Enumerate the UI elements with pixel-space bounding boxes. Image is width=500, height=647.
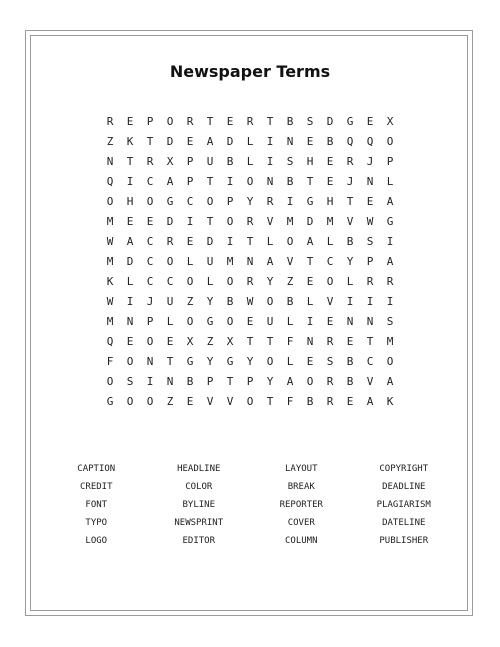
grid-letter: E: [166, 335, 174, 348]
grid-letter: M: [106, 315, 114, 328]
word-list-item: COLUMN: [284, 536, 318, 546]
word-list-item: COPYRIGHT: [379, 464, 429, 474]
grid-letter: O: [206, 195, 214, 208]
grid-letter: A: [386, 255, 394, 268]
grid-letter: L: [286, 315, 294, 328]
grid-letter: I: [226, 175, 234, 188]
grid-letter: R: [166, 235, 174, 248]
grid-letter: S: [326, 355, 334, 368]
grid-letter: H: [326, 195, 334, 208]
grid-row: [100, 352, 400, 372]
grid-letter: Z: [186, 295, 194, 308]
grid-letter: E: [366, 115, 374, 128]
grid-row: [100, 332, 400, 352]
word-list: [45, 460, 455, 550]
grid-letter: B: [226, 295, 234, 308]
grid-letter: G: [106, 395, 114, 408]
grid-letter: R: [246, 275, 254, 288]
grid-letter: E: [326, 175, 334, 188]
grid-letter: C: [146, 275, 154, 288]
grid-letter: S: [286, 155, 294, 168]
grid-letter: T: [246, 235, 254, 248]
grid-letter: Z: [206, 335, 214, 348]
grid-letter: N: [286, 135, 294, 148]
word-list-item: HEADLINE: [177, 464, 221, 474]
grid-letter: G: [226, 355, 234, 368]
grid-letter: E: [346, 335, 354, 348]
grid-letter: W: [366, 215, 374, 228]
grid-row: [100, 312, 400, 332]
grid-letter: T: [126, 155, 134, 168]
grid-letter: Q: [106, 175, 114, 188]
grid-letter: D: [126, 255, 134, 268]
word-search-grid: [100, 112, 400, 412]
grid-letter: I: [266, 135, 274, 148]
grid-letter: P: [186, 155, 194, 168]
grid-letter: N: [166, 375, 174, 388]
grid-letter: O: [226, 215, 234, 228]
grid-letter: R: [326, 375, 334, 388]
grid-letter: W: [106, 295, 114, 308]
grid-letter: V: [226, 395, 234, 408]
grid-letter: O: [246, 395, 254, 408]
grid-letter: M: [286, 215, 294, 228]
grid-letter: I: [146, 375, 154, 388]
grid-letter: X: [386, 115, 394, 128]
grid-letter: T: [146, 135, 154, 148]
grid-letter: B: [186, 375, 194, 388]
grid-letter: H: [126, 195, 134, 208]
grid-letter: T: [166, 355, 174, 368]
grid-letter: L: [186, 255, 194, 268]
grid-letter: M: [106, 215, 114, 228]
grid-letter: O: [246, 175, 254, 188]
grid-letter: E: [146, 215, 154, 228]
grid-letter: S: [386, 315, 394, 328]
grid-letter: Y: [266, 275, 274, 288]
grid-letter: E: [326, 155, 334, 168]
grid-letter: X: [166, 155, 174, 168]
word-list-item: LOGO: [85, 536, 108, 546]
grid-row: [100, 252, 400, 272]
grid-letter: R: [106, 115, 114, 128]
grid-letter: F: [286, 395, 294, 408]
grid-letter: C: [146, 255, 154, 268]
grid-letter: O: [286, 235, 294, 248]
grid-letter: Z: [106, 135, 114, 148]
grid-letter: P: [366, 255, 374, 268]
grid-letter: D: [166, 135, 174, 148]
grid-letter: Q: [346, 135, 354, 148]
grid-letter: L: [246, 135, 254, 148]
grid-letter: W: [246, 295, 254, 308]
grid-letter: O: [146, 395, 154, 408]
word-list-item: BYLINE: [182, 500, 215, 510]
grid-letter: N: [246, 255, 254, 268]
grid-letter: E: [306, 275, 314, 288]
page-title: Newspaper Terms: [169, 62, 331, 81]
grid-letter: O: [166, 115, 174, 128]
grid-letter: O: [326, 275, 334, 288]
grid-letter: S: [126, 375, 134, 388]
grid-letter: E: [126, 215, 134, 228]
grid-letter: N: [146, 355, 154, 368]
grid-letter: G: [346, 115, 354, 128]
grid-letter: L: [206, 275, 214, 288]
grid-letter: J: [346, 175, 354, 188]
grid-letter: Q: [366, 135, 374, 148]
grid-letter: Z: [166, 395, 174, 408]
grid-letter: B: [226, 155, 234, 168]
grid-letter: U: [206, 155, 214, 168]
grid-letter: P: [226, 195, 234, 208]
grid-letter: L: [126, 275, 134, 288]
grid-letter: P: [146, 115, 154, 128]
grid-letter: P: [186, 175, 194, 188]
grid-letter: I: [266, 155, 274, 168]
grid-letter: U: [266, 315, 274, 328]
grid-letter: I: [346, 295, 354, 308]
grid-letter: I: [306, 315, 314, 328]
grid-letter: V: [346, 215, 354, 228]
grid-letter: S: [306, 115, 314, 128]
grid-letter: P: [146, 315, 154, 328]
grid-letter: V: [326, 295, 334, 308]
grid-letter: G: [166, 195, 174, 208]
grid-letter: T: [266, 115, 274, 128]
grid-letter: E: [346, 395, 354, 408]
grid-row: [100, 292, 400, 312]
word-list-item: BREAK: [287, 482, 315, 492]
grid-letter: Z: [286, 275, 294, 288]
word-list-item: DEADLINE: [382, 482, 426, 492]
grid-letter: B: [286, 175, 294, 188]
grid-row: [100, 372, 400, 392]
grid-letter: Y: [206, 355, 214, 368]
grid-letter: C: [146, 175, 154, 188]
grid-letter: B: [286, 115, 294, 128]
grid-letter: M: [326, 215, 334, 228]
grid-letter: N: [266, 175, 274, 188]
grid-letter: N: [366, 315, 374, 328]
grid-letter: R: [326, 335, 334, 348]
grid-letter: B: [306, 395, 314, 408]
grid-letter: A: [206, 135, 214, 148]
grid-row: [100, 232, 400, 252]
grid-letter: R: [346, 155, 354, 168]
grid-letter: N: [366, 175, 374, 188]
grid-letter: Y: [206, 295, 214, 308]
grid-letter: M: [386, 335, 394, 348]
grid-letter: L: [286, 355, 294, 368]
grid-letter: B: [346, 375, 354, 388]
grid-letter: R: [186, 115, 194, 128]
grid-letter: O: [146, 335, 154, 348]
grid-letter: A: [166, 175, 174, 188]
grid-letter: O: [266, 355, 274, 368]
grid-letter: E: [126, 335, 134, 348]
grid-letter: Y: [246, 355, 254, 368]
grid-letter: A: [126, 235, 134, 248]
grid-letter: C: [146, 235, 154, 248]
grid-row: [100, 152, 400, 172]
grid-row: [100, 212, 400, 232]
grid-letter: U: [166, 295, 174, 308]
grid-letter: G: [206, 315, 214, 328]
grid-letter: L: [166, 315, 174, 328]
grid-letter: R: [146, 155, 154, 168]
grid-letter: T: [206, 175, 214, 188]
grid-letter: E: [326, 315, 334, 328]
grid-letter: L: [386, 175, 394, 188]
grid-letter: B: [326, 135, 334, 148]
grid-letter: R: [246, 215, 254, 228]
word-list-item: REPORTER: [279, 500, 323, 510]
grid-letter: E: [366, 195, 374, 208]
grid-letter: C: [326, 255, 334, 268]
grid-row: [100, 112, 400, 132]
word-list-item: COLOR: [185, 482, 213, 492]
grid-letter: Y: [266, 375, 274, 388]
grid-letter: T: [366, 335, 374, 348]
grid-letter: A: [306, 235, 314, 248]
word-list-item: DATELINE: [382, 518, 426, 528]
grid-letter: L: [266, 235, 274, 248]
grid-letter: M: [106, 255, 114, 268]
word-list-item: CAPTION: [77, 464, 116, 474]
grid-letter: T: [206, 215, 214, 228]
grid-letter: O: [226, 275, 234, 288]
grid-letter: K: [106, 275, 114, 288]
grid-letter: N: [106, 155, 114, 168]
grid-letter: O: [266, 295, 274, 308]
grid-letter: F: [106, 355, 114, 368]
grid-letter: U: [206, 255, 214, 268]
grid-letter: R: [386, 275, 394, 288]
grid-letter: I: [366, 295, 374, 308]
grid-letter: V: [286, 255, 294, 268]
grid-letter: D: [226, 135, 234, 148]
word-list-item: COVER: [287, 518, 315, 528]
grid-letter: P: [386, 155, 394, 168]
word-list-item: LAYOUT: [284, 464, 318, 474]
grid-letter: C: [166, 275, 174, 288]
grid-letter: R: [246, 115, 254, 128]
grid-letter: T: [266, 395, 274, 408]
grid-letter: T: [206, 115, 214, 128]
grid-row: [100, 172, 400, 192]
grid-row: [100, 392, 400, 412]
grid-letter: N: [346, 315, 354, 328]
grid-letter: D: [306, 215, 314, 228]
grid-letter: A: [386, 375, 394, 388]
grid-letter: G: [186, 355, 194, 368]
grid-letter: D: [206, 235, 214, 248]
grid-letter: C: [366, 355, 374, 368]
grid-letter: A: [266, 255, 274, 268]
grid-letter: O: [166, 255, 174, 268]
grid-letter: L: [326, 235, 334, 248]
grid-letter: M: [226, 255, 234, 268]
grid-letter: A: [286, 375, 294, 388]
grid-letter: B: [286, 295, 294, 308]
grid-letter: T: [306, 255, 314, 268]
grid-letter: O: [386, 135, 394, 148]
grid-letter: T: [246, 335, 254, 348]
grid-letter: O: [106, 195, 114, 208]
grid-letter: Q: [106, 335, 114, 348]
word-list-item: EDITOR: [182, 536, 215, 546]
grid-letter: E: [306, 355, 314, 368]
grid-letter: N: [126, 315, 134, 328]
grid-letter: L: [246, 155, 254, 168]
grid-letter: R: [326, 395, 334, 408]
grid-letter: A: [386, 195, 394, 208]
grid-letter: E: [226, 115, 234, 128]
grid-letter: O: [126, 395, 134, 408]
word-list-item: PLAGIARISM: [376, 500, 431, 510]
word-list-item: CREDIT: [79, 482, 113, 492]
word-list-item: FONT: [85, 500, 108, 510]
grid-letter: I: [386, 295, 394, 308]
grid-letter: T: [306, 175, 314, 188]
grid-letter: D: [326, 115, 334, 128]
grid-letter: C: [186, 195, 194, 208]
grid-letter: O: [386, 355, 394, 368]
grid-row: [100, 272, 400, 292]
grid-letter: G: [386, 215, 394, 228]
word-list-item: NEWSPRINT: [174, 518, 224, 528]
grid-letter: V: [366, 375, 374, 388]
grid-letter: P: [206, 375, 214, 388]
grid-letter: H: [306, 155, 314, 168]
grid-letter: I: [186, 215, 194, 228]
grid-letter: I: [226, 235, 234, 248]
grid-letter: L: [346, 275, 354, 288]
grid-letter: O: [126, 355, 134, 368]
grid-letter: F: [286, 335, 294, 348]
grid-letter: E: [186, 135, 194, 148]
grid-letter: B: [346, 235, 354, 248]
grid-letter: X: [226, 335, 234, 348]
grid-letter: E: [246, 315, 254, 328]
word-list-item: TYPO: [85, 518, 108, 528]
grid-letter: K: [386, 395, 394, 408]
grid-letter: I: [126, 175, 134, 188]
grid-letter: P: [246, 375, 254, 388]
grid-letter: K: [126, 135, 134, 148]
grid-letter: R: [266, 195, 274, 208]
grid-letter: O: [186, 315, 194, 328]
grid-letter: E: [306, 135, 314, 148]
grid-letter: T: [266, 335, 274, 348]
grid-letter: J: [366, 155, 374, 168]
grid-letter: E: [186, 395, 194, 408]
grid-letter: I: [386, 235, 394, 248]
grid-letter: I: [126, 295, 134, 308]
word-list-item: PUBLISHER: [379, 536, 429, 546]
grid-letter: O: [186, 275, 194, 288]
grid-letter: E: [186, 235, 194, 248]
grid-letter: X: [186, 335, 194, 348]
grid-letter: O: [226, 315, 234, 328]
grid-letter: D: [166, 215, 174, 228]
grid-letter: E: [126, 115, 134, 128]
grid-letter: T: [226, 375, 234, 388]
grid-letter: V: [206, 395, 214, 408]
grid-letter: Y: [346, 255, 354, 268]
grid-letter: O: [306, 375, 314, 388]
grid-letter: R: [366, 275, 374, 288]
grid-row: [100, 132, 400, 152]
grid-letter: J: [146, 295, 154, 308]
grid-letter: G: [306, 195, 314, 208]
grid-letter: B: [346, 355, 354, 368]
grid-letter: Y: [246, 195, 254, 208]
grid-letter: A: [366, 395, 374, 408]
grid-letter: O: [106, 375, 114, 388]
grid-letter: N: [306, 335, 314, 348]
grid-letter: I: [286, 195, 294, 208]
grid-row: [100, 192, 400, 212]
grid-letter: O: [146, 195, 154, 208]
grid-letter: L: [306, 295, 314, 308]
grid-letter: W: [106, 235, 114, 248]
grid-letter: S: [366, 235, 374, 248]
grid-letter: V: [266, 215, 274, 228]
grid-letter: T: [346, 195, 354, 208]
